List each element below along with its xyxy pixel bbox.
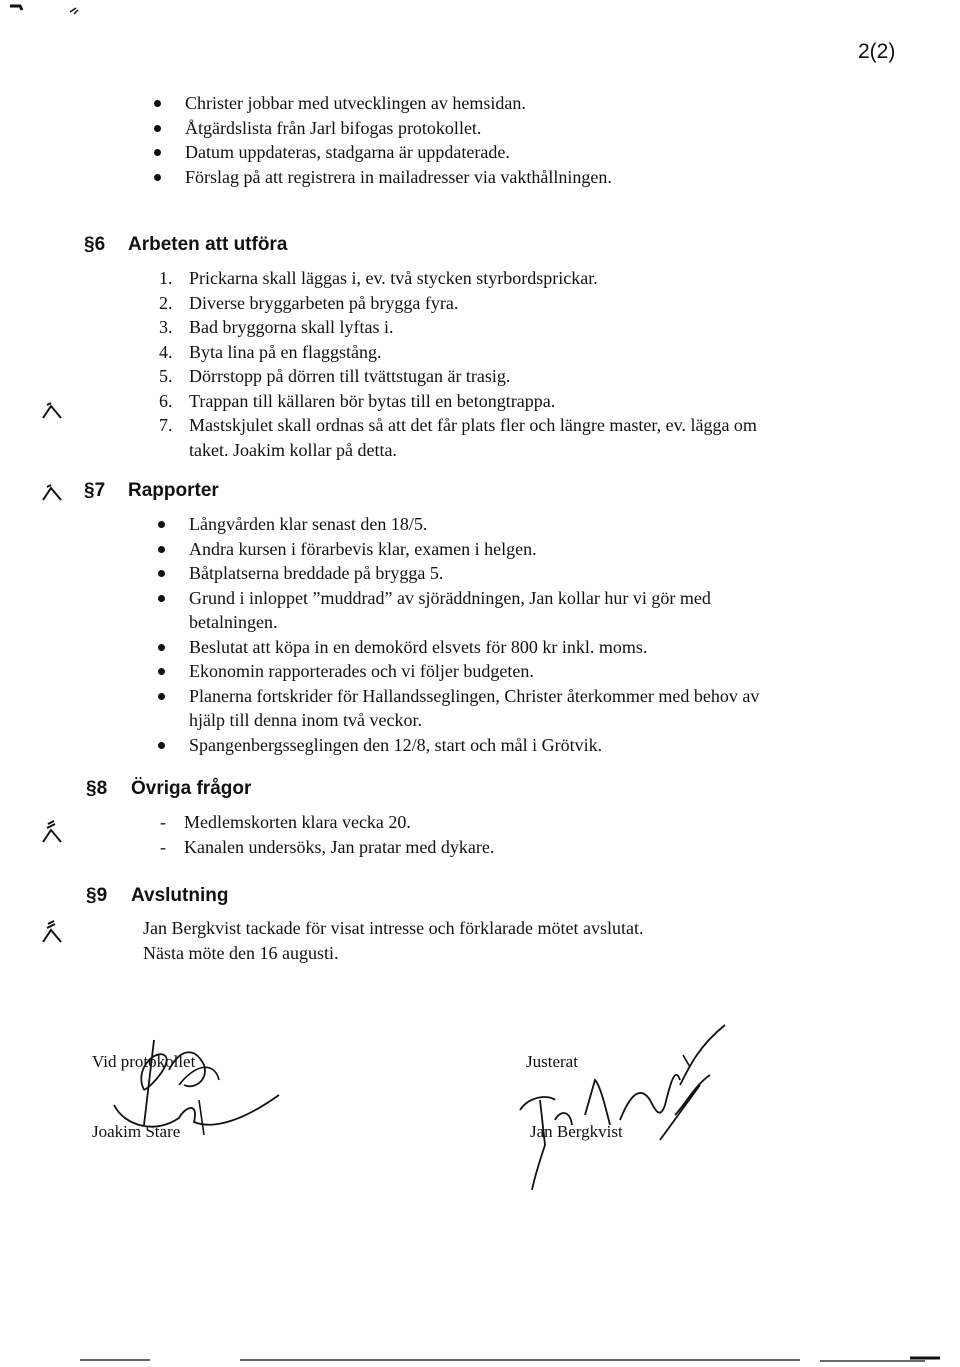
list-item bbox=[159, 266, 799, 291]
list-item: - Kanalen undersöks, Jan pratar med dykare. bbox=[155, 835, 795, 860]
item-text: Diverse bryggarbeten på brygga fyra. bbox=[189, 292, 459, 313]
list-item bbox=[159, 364, 799, 389]
list-item: Förslag på att registrera in mailadresser via vakthållningen. bbox=[151, 165, 891, 190]
list-item bbox=[159, 389, 799, 414]
handwritten-signature-right bbox=[500, 1025, 730, 1195]
closing-line: Jan Bergkvist tackade för visat intresse och förklarade mötet avslutat. bbox=[143, 918, 644, 938]
item-number: 5. bbox=[159, 366, 173, 386]
section-7-number: §7 bbox=[84, 480, 106, 501]
item-text: Trappan till källaren bör bytas till en betongtrappa. bbox=[189, 390, 556, 411]
list-item: Ekonomin rapporterades och vi följer budgeten. bbox=[155, 659, 795, 684]
list-item: Andra kursen i förarbevis klar, examen i helgen. bbox=[155, 537, 795, 562]
signature-label-left: Vid protokollet bbox=[92, 1052, 196, 1071]
intro-bullet-list bbox=[151, 91, 891, 189]
list-item bbox=[159, 340, 799, 365]
scan-artifact-marks bbox=[0, 0, 90, 20]
list-item: Planerna fortskrider för Hallandsseglingen, Christer återkommer med behov av hjälp till denna inom två veckor. bbox=[155, 684, 795, 733]
section-8-list bbox=[155, 810, 795, 859]
list-item: Åtgärdslista från Jarl bifogas protokollet. bbox=[151, 116, 891, 141]
item-text: Bad bryggorna skall lyftas i. bbox=[189, 317, 394, 337]
item-number: 7. bbox=[159, 415, 173, 435]
margin-check-mark bbox=[42, 402, 64, 420]
signatory-name-right: Jan Bergkvist bbox=[530, 1122, 623, 1141]
section-8-title: Övriga frågor bbox=[131, 778, 252, 799]
page-number: 2(2) bbox=[858, 40, 896, 63]
section-8-number: §8 bbox=[86, 778, 108, 799]
section-9-text bbox=[143, 916, 843, 965]
list-item bbox=[159, 315, 799, 340]
section-9-number: §9 bbox=[86, 885, 108, 906]
section-7-title: Rapporter bbox=[128, 480, 219, 501]
item-number: 2. bbox=[159, 292, 173, 313]
item-number: 6. bbox=[159, 390, 173, 411]
handwritten-signature-left bbox=[84, 1030, 284, 1140]
item-text: Mastskjulet skall ordnas så att det får plats fler och längre master, ev. lägga om taket. Joakim kollar på detta. bbox=[189, 415, 757, 460]
list-item: Datum uppdateras, stadgarna är uppdaterade. bbox=[151, 140, 891, 165]
margin-check-mark bbox=[42, 820, 64, 844]
item-text: Byta lina på en flaggstång. bbox=[189, 341, 382, 362]
item-number: 3. bbox=[159, 317, 173, 337]
list-item: Beslutat att köpa in en demokörd elsvets för 800 kr inkl. moms. bbox=[155, 635, 795, 660]
list-item: Båtplatserna breddade på brygga 5. bbox=[155, 561, 795, 586]
item-number: 1. bbox=[159, 268, 173, 288]
next-meeting-line: Nästa möte den 16 augusti. bbox=[143, 942, 339, 963]
list-item: Långvården klar senast den 18/5. bbox=[155, 512, 795, 537]
item-number: 4. bbox=[159, 341, 173, 362]
list-item: - Medlemskorten klara vecka 20. bbox=[155, 810, 795, 835]
list-item: Spangenbergsseglingen den 12/8, start och mål i Grötvik. bbox=[155, 733, 795, 758]
section-6-list bbox=[159, 266, 799, 462]
list-item bbox=[159, 413, 799, 462]
bottom-scan-line bbox=[0, 1352, 960, 1367]
signatory-name-left: Joakim Stare bbox=[92, 1122, 181, 1141]
section-6-title: Arbeten att utföra bbox=[128, 234, 288, 255]
signature-label-right: Justerat bbox=[526, 1052, 578, 1071]
section-6-number: §6 bbox=[84, 234, 106, 255]
item-text: Dörrstopp på dörren till tvättstugan är trasig. bbox=[189, 366, 511, 386]
list-item: Christer jobbar med utvecklingen av hemsidan. bbox=[151, 91, 891, 116]
list-item bbox=[159, 291, 799, 316]
item-text: Prickarna skall läggas i, ev. två stycken styrbordsprickar. bbox=[189, 268, 598, 288]
list-item: Grund i inloppet ”muddrad” av sjöräddningen, Jan kollar hur vi gör med betalningen. bbox=[155, 586, 795, 635]
margin-check-mark bbox=[42, 920, 64, 944]
section-9-title: Avslutning bbox=[131, 885, 229, 906]
section-7-list bbox=[155, 512, 795, 757]
margin-check-mark bbox=[42, 484, 64, 502]
